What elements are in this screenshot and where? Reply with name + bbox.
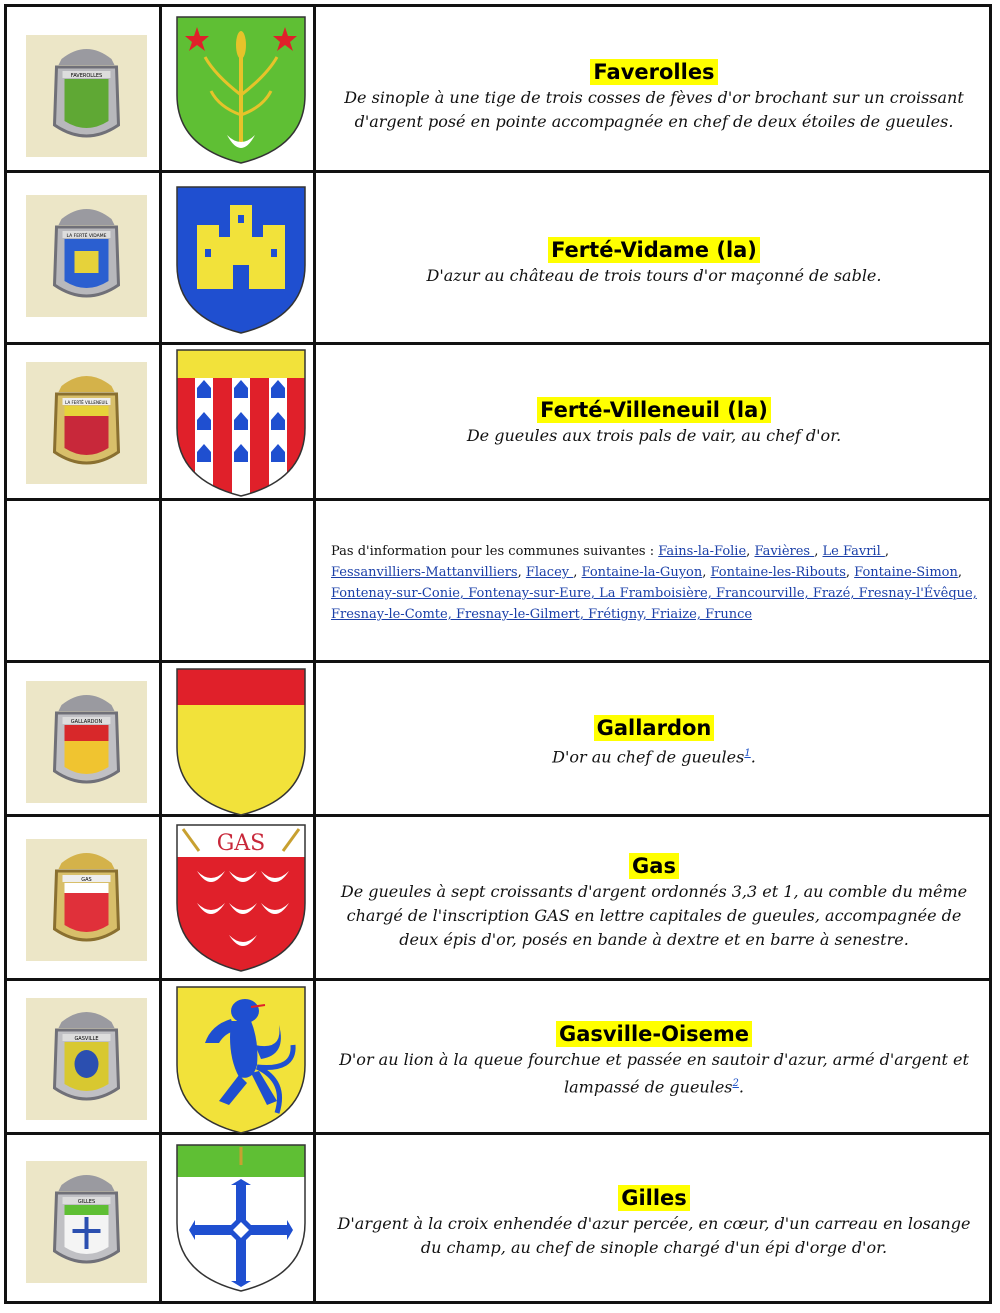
pin-label: FAVEROLLES [70,73,103,79]
pin-photo [26,35,147,157]
pin-photo [26,195,147,317]
commune-link[interactable]: Fessanvilliers-Mattanvilliers [331,565,518,580]
shield-inscription: GAS [216,831,266,856]
blazon-text: D'or au chef de gueules [552,747,745,767]
missing-info-cell [319,501,989,660]
pin-photo [26,1161,147,1283]
commune-link[interactable]: Fontaine-Simon [854,565,958,580]
pin-photo [26,998,147,1120]
faverolles-shield-icon [175,15,307,165]
commune-list[interactable]: Fontenay-sur-Conie, Fontenay-sur-Eure, La Framboisière, Francourville, Frazé, Fresnay-l'Évêque, Fresnay-le-Comte, Fresnay-le-Gilmert, Frétigny, Friaize, Frunce [331,586,977,622]
table-row [7,981,989,1135]
shield-cell [165,345,313,498]
pin-cell [7,817,159,978]
pin-cell [7,173,159,342]
pin-photo [26,681,147,803]
blazon-cell [319,817,989,978]
pin-cell [7,1135,159,1301]
pin-label: GASVILLE [74,1036,99,1042]
blazon-text: De gueules à sept croissants d'argent ordonnés 3,3 et 1, au comble du même chargé de l'inscription GAS en lettre capitales de gueules, accompagnée de deux épis d'or, posés en bande à dextre et en barre à senestre. [340,882,968,949]
blazon-cell [319,663,989,814]
commune-name: Gas [629,853,679,879]
commune-link[interactable]: Fains-la-Folie [658,544,747,559]
table-row [7,501,989,663]
table-row [7,345,989,501]
blazon-text: De gueules aux trois pals de vair, au chef d'or. [466,426,842,445]
footnote-link[interactable]: 1 [744,748,751,759]
shield-cell [165,817,313,978]
pin-cell [7,345,159,498]
coat-of-arms-table [4,4,992,1304]
pin-cell [7,7,159,170]
commune-link[interactable]: Fontaine-les-Ribouts [710,565,846,580]
gilles-shield-icon [175,1143,307,1293]
blazon-cell [319,981,989,1132]
shield-cell [165,173,313,342]
shield-cell [165,7,313,170]
pin-label: GAS [81,877,92,883]
info-intro: Pas d'information pour les communes suivantes : [331,544,655,559]
table-row [7,7,989,173]
blazon-cell [319,173,989,342]
blazon-cell [319,7,989,170]
blazon-text: D'azur au château de trois tours d'or maçonné de sable. [426,266,882,285]
missing-info-text: Pas d'information pour les communes suivantes : Fains-la-Folie, Favières , Le Favril , Fessanvilliers-Mattanvilliers, Flacey , Fontaine-la-Guyon, Fontaine-les-Ribouts, Fontaine-Simon, Fontenay-sur-Conie, Fontenay-sur-Eure, La Framboisière, Francourville, Frazé, Fresnay-l'Évêque, Fresnay-le-Comte, Fresnay-le-Gilmert, Frétigny, Friaize, Frunce [331,544,977,622]
gasville-oiseme-shield-icon [175,985,307,1135]
shield-cell [165,1135,313,1301]
commune-name: Faverolles [590,59,717,85]
table-row [7,1135,989,1301]
blazon-cell [319,1135,989,1301]
commune-link[interactable]: Flacey [525,565,574,580]
commune-link[interactable]: Le Favril [822,544,885,559]
pin-label: LA FERTÉ VIDAME [66,234,107,239]
footnote-link[interactable]: 2 [732,1078,739,1089]
commune-name: Gasville-Oiseme [556,1021,752,1047]
commune-link[interactable]: Favières [754,544,815,559]
gas-shield-icon [175,823,307,973]
commune-name: Ferté-Vidame (la) [548,237,760,263]
commune-name: Ferté-Villeneuil (la) [537,397,771,423]
pin-label: LA FERTÉ VILLENEUIL [65,400,108,405]
shield-cell [165,663,313,814]
pin-cell [7,663,159,814]
commune-name: Gallardon [594,715,715,741]
gallardon-shield-icon [175,667,307,817]
blazon-tail: . [750,747,756,767]
blazon-text: D'argent à la croix enhendée d'azur percée, en cœur, d'un carreau en losange du champ, au chef de sinople chargé d'un épi d'orge d'or. [337,1214,971,1257]
blazon-tail: . [738,1077,744,1097]
shield-cell [165,981,313,1132]
ferte-vidame-shield-icon [175,185,307,335]
commune-link[interactable]: Fontaine-la-Guyon [581,565,703,580]
blazon-text: D'or au lion à la queue fourchue et passée en sautoir d'azur, armé d'argent et lampassé de gueules [339,1050,969,1097]
ferte-villeneuil-shield-icon [175,348,307,498]
pin-label: GILLES [77,1199,96,1205]
pin-photo [26,362,147,484]
table-row [7,817,989,981]
blazon-cell [319,345,989,498]
pin-cell [7,981,159,1132]
blazon-text: De sinople à une tige de trois cosses de fèves d'or brochant sur un croissant d'argent posé en pointe accompagnée en chef de deux étoiles de gueules. [344,88,964,131]
table-row [7,173,989,345]
pin-label: GALLARDON [70,719,103,725]
table-row [7,663,989,817]
commune-name: Gilles [618,1185,690,1211]
pin-photo [26,839,147,961]
